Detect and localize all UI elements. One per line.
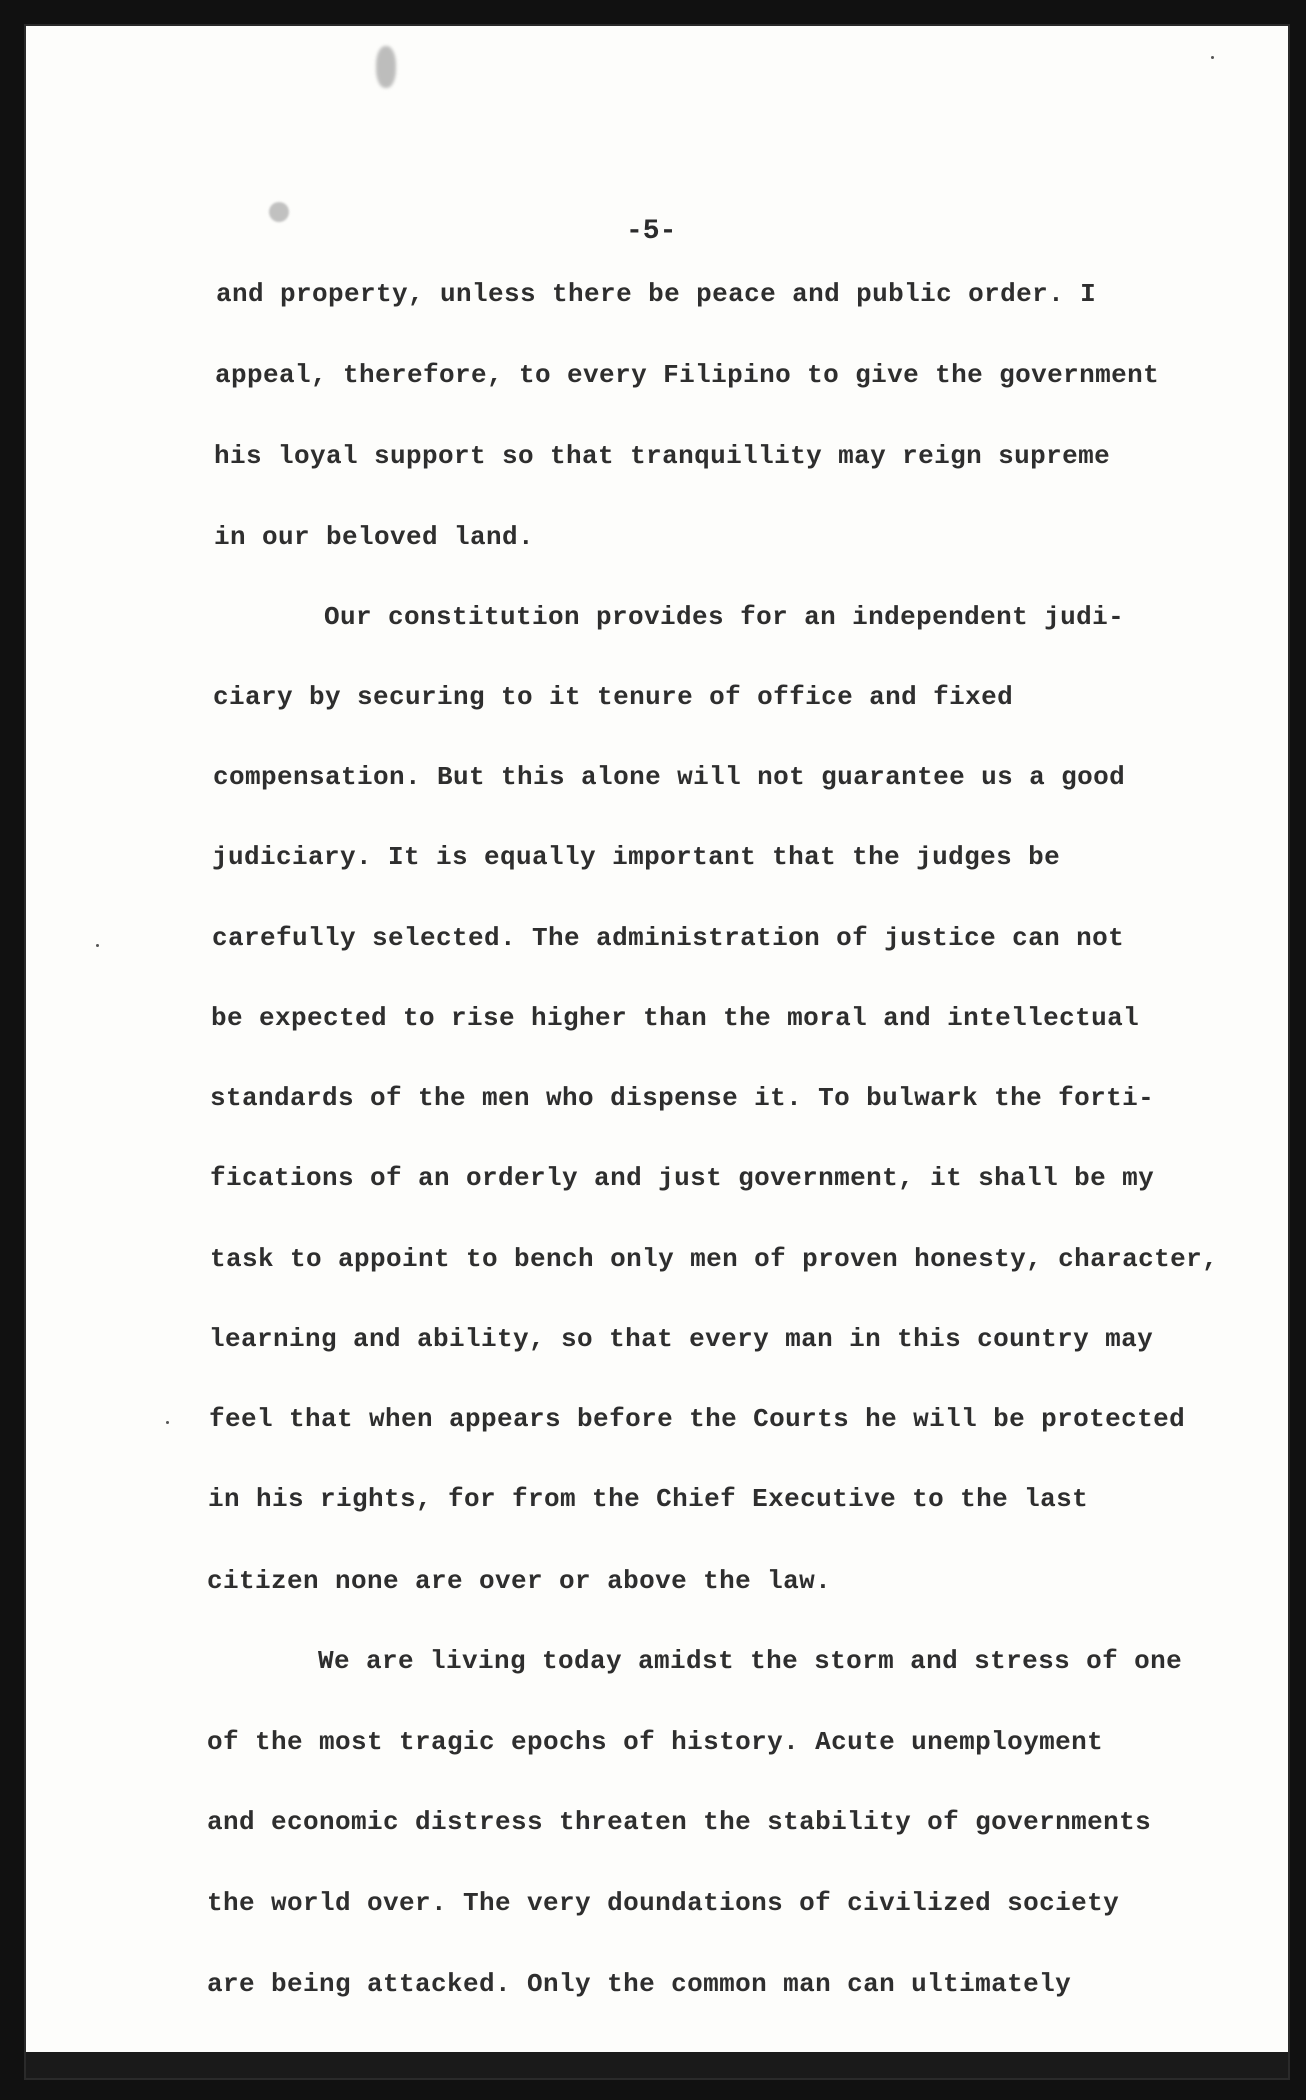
ink-smudge [376,46,396,88]
text-line: Our constitution provides for an independent judi- [324,602,1125,632]
text-line: compensation. But this alone will not guarantee us a good [213,762,1126,792]
text-line: his loyal support so that tranquillity may reign supreme [214,441,1111,471]
text-line: We are living today amidst the storm and stress of one [318,1646,1183,1676]
text-line: ciary by securing to it tenure of office and fixed [213,682,1014,712]
text-line: citizen none are over or above the law. [207,1566,832,1596]
text-line: of the most tragic epochs of history. Acute unemployment [207,1727,1104,1757]
ink-smudge [269,202,289,222]
text-line: in his rights, for from the Chief Executive to the last [208,1484,1089,1514]
dust-speck [166,1421,169,1424]
text-line: learning and ability, so that every man in this country may [209,1324,1154,1354]
text-line: are being attacked. Only the common man can ultimately [207,1969,1072,1999]
text-line: in our beloved land. [214,522,535,552]
text-line: and property, unless there be peace and public order. I [216,279,1097,309]
text-line: standards of the men who dispense it. To bulwark the forti- [210,1083,1155,1113]
text-line: and economic distress threaten the stability of governments [207,1807,1152,1837]
text-line: feel that when appears before the Courts he will be protected [209,1404,1186,1434]
dust-speck [96,944,99,947]
page-number: -5- [626,216,677,247]
text-line: task to appoint to bench only men of proven honesty, character, [210,1244,1219,1274]
text-line: the world over. The very doundations of civilized society [207,1888,1120,1918]
text-line: judiciary. It is equally important that the judges be [212,842,1061,872]
text-line: fications of an orderly and just government, it shall be my [210,1163,1155,1193]
scan-border [26,2052,1288,2078]
text-line: be expected to rise higher than the moral and intellectual [211,1003,1140,1033]
text-line: appeal, therefore, to every Filipino to give the government [215,360,1160,390]
text-line: carefully selected. The administration of justice can not [212,923,1125,953]
document-page [24,24,1290,2080]
dust-speck [1211,56,1214,59]
